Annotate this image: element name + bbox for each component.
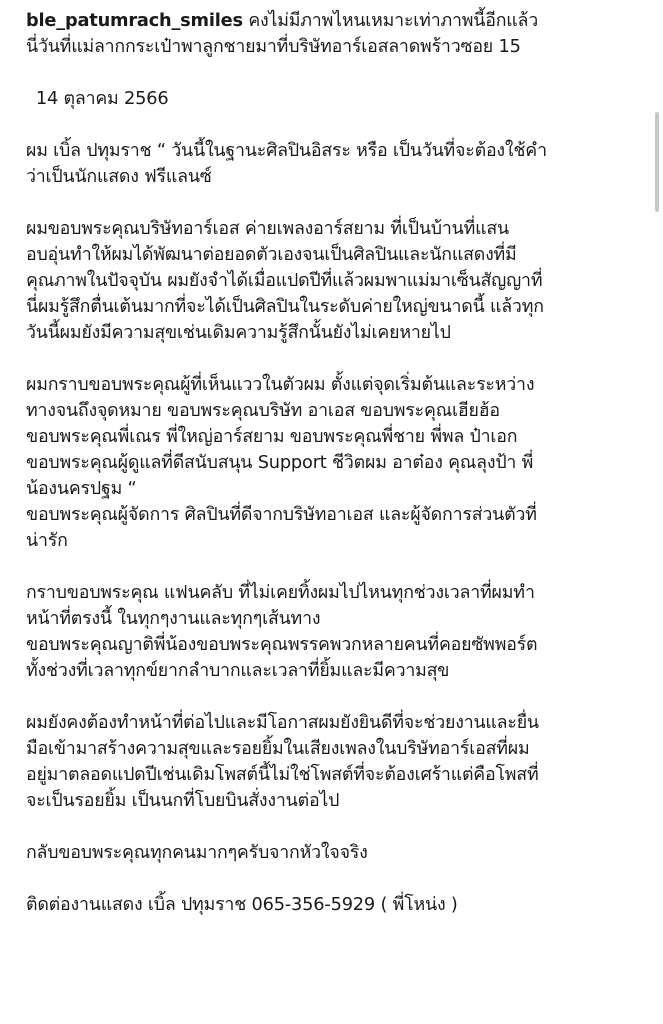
caption-line: จะเป็นรอยยิ้ม เป็นนกที่โบยบินสั่งงานต่อไป	[26, 790, 340, 811]
caption-line: ทั้งช่วงที่เวลาทุกข์ยากลำบากและเวลาที่ยิ้มและมีความสุข	[26, 660, 450, 681]
caption-line: ขอบพระคุณผู้จัดการ ศิลปินที่ดีจากบริษัทอาเอส และผู้จัดการส่วนตัวที่	[26, 504, 537, 525]
caption-line: ว่าเป็นนักแสดง ฟรีแลนซ์	[26, 166, 212, 187]
caption-paragraph	[26, 216, 646, 346]
caption-paragraph	[26, 710, 646, 814]
caption-body	[26, 138, 646, 918]
caption-paragraph	[26, 138, 646, 190]
caption-line: ผมยังคงต้องทำหน้าที่ต่อไปและมีโอกาสผมยังยินดีที่จะช่วยงานและยื่น	[26, 712, 539, 733]
caption-paragraph	[26, 580, 646, 684]
caption-header-text-1: คงไม่มีภาพไหนเหมาะเท่าภาพนี้อีกแล้ว	[242, 10, 539, 31]
caption-line: อบอุ่นทำให้ผมได้พัฒนาต่อยอดตัวเองจนเป็นศิลปินและนักแสดงที่มี	[26, 244, 517, 265]
caption-line: อยู่มาตลอดแปดปีเช่นเดิมโพสต์นี้ไม่ใช่โพสต์ที่จะต้องเศร้าแต่คือโพสที่	[26, 764, 539, 785]
caption-line: กลับขอบพระคุณทุกคนมากๆครับจากหัวใจจริง	[26, 842, 368, 863]
caption-header	[26, 8, 646, 60]
caption-paragraph	[26, 892, 646, 918]
caption-paragraph	[26, 372, 646, 554]
caption-paragraph	[26, 840, 646, 866]
caption-line: วันนี้ผมยังมีความสุขเช่นเดิมความรู้สึกนั้นยังไม่เคยหายไป	[26, 322, 451, 343]
caption-line: ขอบพระคุณผู้ดูแลที่ดีสนับสนุน Support ชีวิตผม อาต๋อง คุณลุงป้า พี่	[26, 452, 534, 473]
caption-line: ทางจนถึงจุดหมาย ขอบพระคุณบริษัท อาเอส ขอบพระคุณเฮียฮ้อ	[26, 400, 500, 421]
post-caption	[26, 8, 646, 918]
caption-line: ขอบพระคุณพี่เณร พี่ใหญ่อาร์สยาม ขอบพระคุณพี่ชาย พี่พล ป๋าเอก	[26, 426, 518, 447]
caption-line: น่ารัก	[26, 530, 68, 551]
caption-line: น้องนครปฐม “	[26, 478, 137, 499]
post-date: 14 ตุลาคม 2566	[35, 88, 169, 109]
caption-line: กราบขอบพระคุณ แฟนคลับ ที่ไม่เคยทิ้งผมไปไหนทุกช่วงเวลาที่ผมทำ	[26, 582, 535, 603]
scrollbar-thumb[interactable]	[655, 112, 659, 212]
caption-header-line-2: นี่วันที่แม่ลากกระเป๋าพาลูกชายมาที่บริษัทอาร์เอสลาดพร้าวซอย 15	[26, 36, 521, 57]
caption-line: ติดต่องานแสดง เบิ้ล ปทุมราช 065-356-5929 ( พี่โหน่ง )	[26, 894, 458, 915]
caption-line: นี่ผมรู้สึกตื่นเต้นมากที่จะได้เป็นศิลปินในระดับค่ายใหญ่ขนาดนี้ แล้วทุก	[26, 296, 544, 317]
caption-line: ผมกราบขอบพระคุณผู้ที่เห็นแววในตัวผม ตั้งแต่จุดเริ่มต้นและระหว่าง	[26, 374, 535, 395]
caption-line: ผมขอบพระคุณบริษัทอาร์เอส ค่ายเพลงอาร์สยาม ที่เป็นบ้านที่แสน	[26, 218, 509, 239]
caption-line: หน้าที่ตรงนี้ ในทุกๆงานและทุกๆเส้นทาง	[26, 608, 321, 629]
caption-line: ขอบพระคุณญาติพี่น้องขอบพระคุณพรรคพวกหลายคนที่คอยซัพพอร์ต	[26, 634, 538, 655]
caption-header-line-1	[26, 8, 638, 34]
caption-line: มือเข้ามาสร้างความสุขและรอยยิ้มในเสียงเพลงในบริษัทอาร์เอสที่ผม	[26, 738, 530, 759]
username-link[interactable]: ble_patumrach_smiles	[26, 10, 243, 31]
caption-line: คุณภาพในปัจจุบัน ผมยังจำได้เมื่อแปดปีที่แล้วผมพาแม่มาเซ็นสัญญาที่	[26, 270, 543, 291]
caption-line: ผม เบิ้ล ปทุมราช “ วันนี้ในฐานะศิลปินอิสระ หรือ เป็นวันที่จะต้องใช้คำ	[26, 140, 547, 161]
